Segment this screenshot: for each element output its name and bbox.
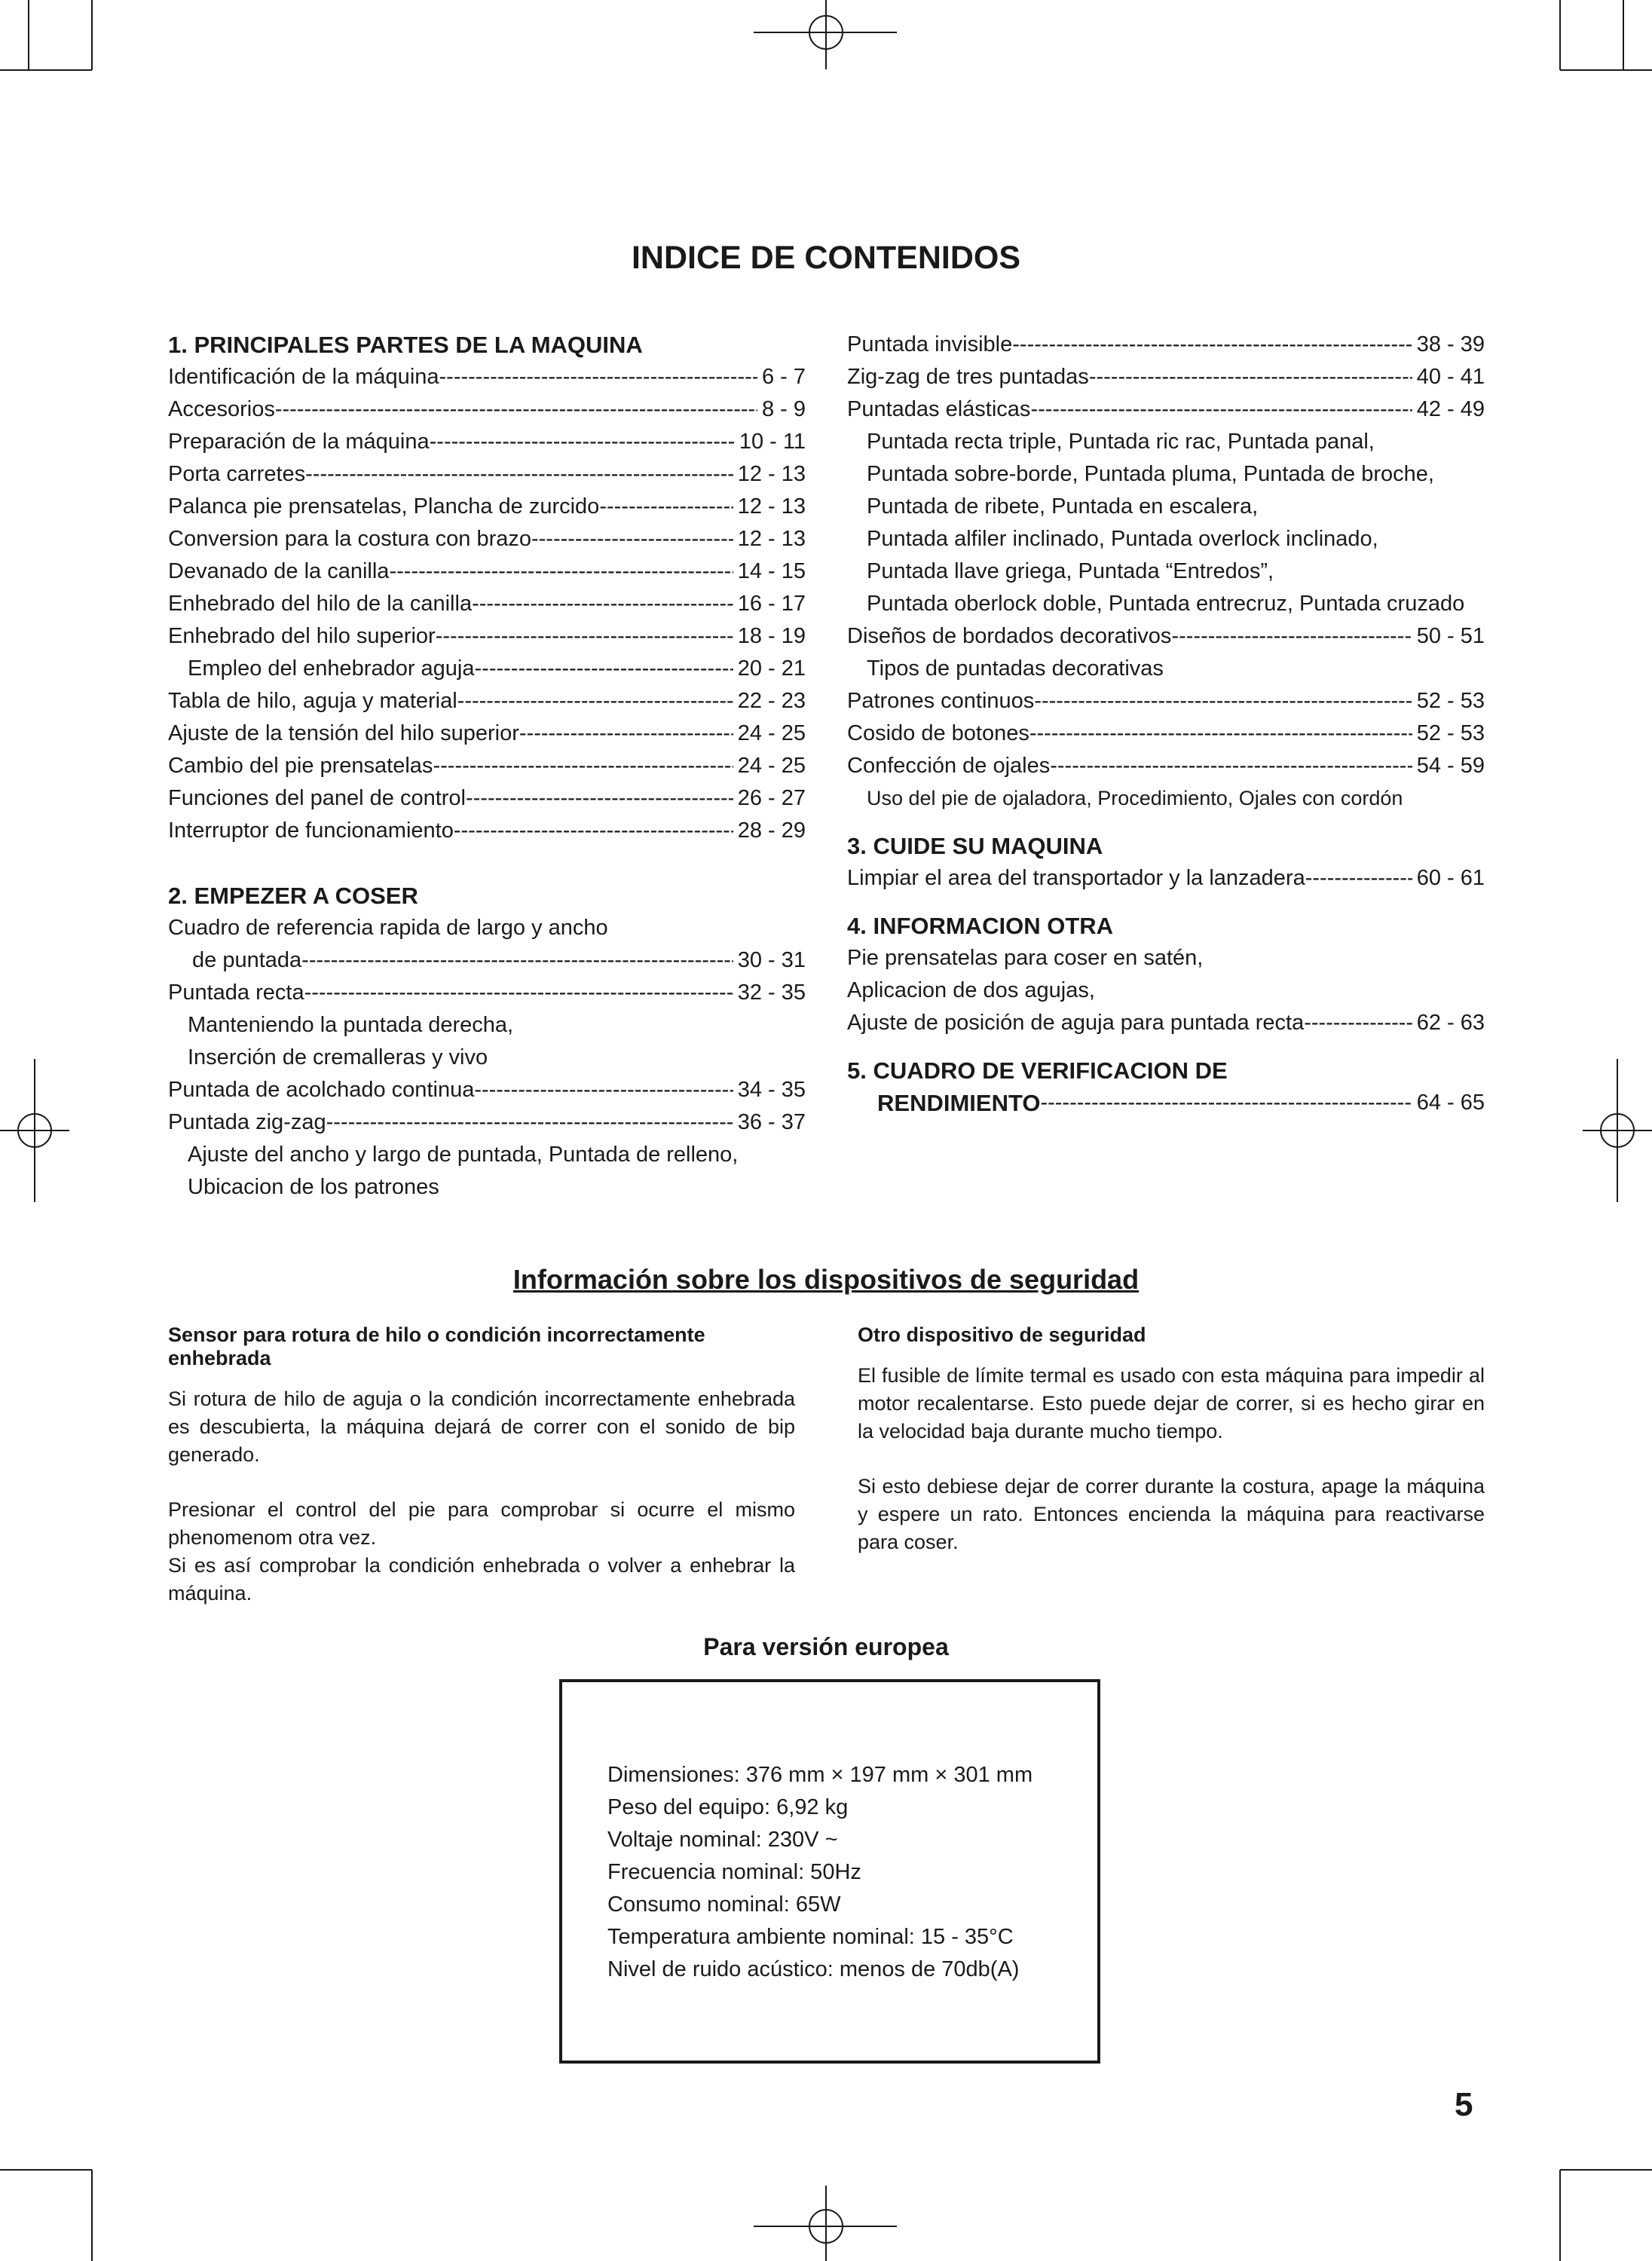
safety-right-column: [858, 1323, 1485, 1583]
toc-entry-label: Enhebrado del hilo superior: [168, 624, 436, 648]
toc-text-line: Pie prensatelas para coser en satén,: [847, 946, 1204, 970]
toc-entry-pages: 22 - 23: [737, 689, 806, 713]
toc-entry: [847, 1087, 1485, 1119]
toc-entry: [168, 555, 806, 588]
toc-leader-dashes: [275, 393, 757, 426]
toc-left-column: [168, 329, 806, 1204]
toc-leader-dashes: [1304, 1007, 1412, 1039]
spec-noise: Nivel de ruido acústico: menos de 70db(A): [607, 1957, 1020, 1981]
toc-leader-dashes: [1030, 393, 1412, 426]
toc-entry-label: Porta carretes: [168, 462, 306, 486]
toc-text-line: Puntada de ribete, Puntada en escalera,: [867, 494, 1259, 519]
toc-leader-dashes: [305, 458, 733, 491]
toc-leader-dashes: [599, 491, 733, 523]
toc-leader-dashes: [389, 555, 733, 588]
safety-left-column: [168, 1323, 795, 1635]
toc-spacer: [847, 1039, 1485, 1054]
toc-entry: [168, 426, 806, 458]
toc-text-line: Cuadro de referencia rapida de largo y ancho: [168, 916, 608, 940]
toc-entry-pages: 60 - 61: [1416, 866, 1485, 890]
toc-entry-label: Empleo del enhebrador aguja: [188, 656, 475, 681]
toc-entry-pages: 30 - 31: [737, 948, 806, 972]
toc-leader-dashes: [433, 750, 733, 782]
spec-weight: Peso del equipo: 6,92 kg: [607, 1795, 849, 1819]
toc-entry-label: Identificación de la máquina: [168, 365, 439, 389]
toc-entry-label: de puntada: [192, 948, 302, 972]
toc-entry-pages: 12 - 13: [737, 527, 806, 551]
toc-entry: [168, 491, 806, 523]
toc-text-line: Manteniendo la puntada derecha,: [188, 1013, 514, 1037]
spec-frequency: Frecuencia nominal: 50Hz: [607, 1860, 861, 1884]
toc-entry-pages: 12 - 13: [737, 462, 806, 486]
safety-left-paragraph-2: Presionar el control del pie para comprobar si ocurre el mismo phenomenom otra vez.: [168, 1498, 795, 1549]
safety-right-paragraph-1: El fusible de límite termal es usado con esta máquina para impedir al motor recalentarse. Esto puede dejar de correr, si es hecho girar en la velocidad baja durante mucho tiempo.: [858, 1364, 1485, 1443]
toc-entry: [168, 1106, 806, 1139]
european-version-title: Para versión europea: [703, 1633, 949, 1660]
toc-entry-label: Conversion para la costura con brazo: [168, 527, 531, 551]
toc-entry: [168, 782, 806, 815]
toc-entry: [168, 653, 806, 685]
toc-leader-dashes: [454, 815, 733, 847]
toc-leader-dashes: [1029, 717, 1412, 750]
toc-entry: [847, 361, 1485, 393]
toc-entry-label: Zig-zag de tres puntadas: [847, 365, 1089, 389]
toc-entry-label: Puntada recta: [168, 981, 304, 1005]
toc-entry: [168, 1074, 806, 1106]
spec-power: Consumo nominal: 65W: [607, 1892, 841, 1917]
toc-text-line: Ubicacion de los patrones: [188, 1175, 439, 1199]
toc-entry-pages: 14 - 15: [737, 559, 806, 583]
toc-leader-dashes: [472, 588, 733, 620]
toc-leader-dashes: [457, 685, 733, 717]
toc-entry-pages: 16 - 17: [737, 592, 806, 616]
toc-entry-label: Cosido de botones: [847, 721, 1029, 745]
toc-entry: [847, 862, 1485, 895]
toc-leader-dashes: [1171, 620, 1412, 653]
toc-entry: [168, 750, 806, 782]
toc-right-column: [847, 329, 1485, 1119]
safety-right-paragraph-2: Si esto debiese dejar de correr durante la costura, apage la máquina y espere un rato. Entonces encienda la máquina para reactivarse para coser.: [858, 1475, 1485, 1553]
toc-entry-pages: 12 - 13: [737, 494, 806, 519]
toc-entry-pages: 62 - 63: [1416, 1011, 1485, 1035]
toc-spacer: [847, 815, 1485, 830]
safety-left-paragraph-1: Si rotura de hilo de aguja o la condición incorrectamente enhebrada es descubierta, la máquina dejará de correr con el sonido de bip generado.: [168, 1388, 795, 1466]
toc-section-heading: 3. CUIDE SU MAQUINA: [847, 833, 1103, 859]
toc-entry-pages: 52 - 53: [1416, 689, 1485, 713]
toc-entry-pages: 24 - 25: [737, 754, 806, 778]
toc-entry-pages: 20 - 21: [737, 656, 806, 681]
toc-section-heading: 1. PRINCIPALES PARTES DE LA MAQUINA: [168, 332, 643, 358]
toc-entry-label: RENDIMIENTO: [877, 1090, 1041, 1116]
toc-entry: [168, 815, 806, 847]
toc-text-line: Tipos de puntadas decorativas: [867, 656, 1164, 681]
toc-entry-pages: 8 - 9: [761, 397, 806, 421]
safety-left-paragraph-3: Si es así comprobar la condición enhebrada o volver a enhebrar la máquina.: [168, 1554, 795, 1605]
toc-entry-label: Preparación de la máquina: [168, 430, 430, 454]
toc-entry: [847, 329, 1485, 361]
toc-entry-pages: 18 - 19: [737, 624, 806, 648]
toc-text-line: Aplicacion de dos agujas,: [847, 978, 1095, 1002]
european-specs-box: [559, 1679, 1100, 2064]
toc-entry-label: Puntadas elásticas: [847, 397, 1031, 421]
toc-text-line: Puntada oberlock doble, Puntada entrecruz, Puntada cruzado: [867, 592, 1465, 616]
toc-leader-dashes: [1089, 361, 1412, 393]
toc-entry-pages: 24 - 25: [737, 721, 806, 745]
toc-entry: [168, 588, 806, 620]
toc-entry-label: Diseños de bordados decorativos: [847, 624, 1172, 648]
toc-entry-pages: 52 - 53: [1416, 721, 1485, 745]
toc-leader-dashes: [1012, 329, 1412, 361]
toc-text-line: Puntada sobre-borde, Puntada pluma, Puntada de broche,: [867, 462, 1434, 486]
toc-entry-label: Puntada invisible: [847, 332, 1013, 356]
toc-entry-label: Tabla de hilo, aguja y material: [168, 689, 457, 713]
toc-leader-dashes: [1034, 685, 1412, 717]
toc-entry-pages: 10 - 11: [739, 430, 806, 454]
safety-title: Información sobre los dispositivos de seguridad: [512, 1264, 1140, 1295]
toc-text-line: Uso del pie de ojaladora, Procedimiento, Ojales con cordón: [867, 787, 1403, 809]
toc-leader-dashes: [436, 620, 733, 653]
toc-entry: [168, 458, 806, 491]
toc-entry-label: Cambio del pie prensatelas: [168, 754, 433, 778]
toc-entry: [847, 1007, 1485, 1039]
toc-entry: [168, 361, 806, 393]
page-number: 5: [1455, 2086, 1473, 2123]
toc-spacer: [847, 895, 1485, 910]
toc-entry-label: Confección de ojales: [847, 754, 1051, 778]
toc-section-heading: 5. CUADRO DE VERIFICACION DE: [847, 1057, 1228, 1084]
toc-entry-pages: 38 - 39: [1416, 332, 1485, 356]
toc-entry-pages: 50 - 51: [1416, 624, 1485, 648]
toc-entry: [168, 685, 806, 717]
toc-entry-label: Limpiar el area del transportador y la lanzadera: [847, 866, 1305, 890]
spec-temperature: Temperatura ambiente nominal: 15 - 35°C: [607, 1925, 1014, 1949]
toc-leader-dashes: [304, 977, 733, 1009]
toc-leader-dashes: [439, 361, 757, 393]
toc-leader-dashes: [531, 523, 733, 555]
toc-entry-pages: 34 - 35: [737, 1078, 806, 1102]
toc-entry-pages: 28 - 29: [737, 818, 806, 843]
toc-text-line: Inserción de cremalleras y vivo: [188, 1045, 488, 1069]
toc-entry-label: Interruptor de funcionamiento: [168, 818, 454, 843]
toc-entry-label: Puntada zig-zag: [168, 1110, 326, 1134]
toc-text-line: Puntada alfiler inclinado, Puntada overlock inclinado,: [867, 527, 1378, 551]
toc-entry: [847, 717, 1485, 750]
toc-entry-pages: 32 - 35: [737, 981, 806, 1005]
toc-entry-pages: 36 - 37: [737, 1110, 806, 1134]
toc-entry: [847, 393, 1485, 426]
toc-entry-pages: 64 - 65: [1416, 1091, 1485, 1115]
toc-entry-label: Funciones del panel de control: [168, 786, 466, 810]
toc-entry-label: Devanado de la canilla: [168, 559, 390, 583]
safety-right-heading: Otro dispositivo de seguridad: [858, 1323, 1146, 1346]
toc-leader-dashes: [466, 782, 733, 815]
toc-leader-dashes: [326, 1106, 733, 1139]
toc-spacer: [168, 847, 806, 880]
toc-text-line: Ajuste del ancho y largo de puntada, Puntada de relleno,: [188, 1143, 739, 1167]
toc-text-line: Puntada llave griega, Puntada “Entredos”,: [867, 559, 1274, 583]
toc-entry-pages: 40 - 41: [1416, 365, 1485, 389]
toc-entry-label: Palanca pie prensatelas, Plancha de zurcido: [168, 494, 600, 519]
toc-leader-dashes: [1305, 862, 1412, 895]
toc-section-heading: 2. EMPEZER A COSER: [168, 883, 418, 909]
toc-entry: [847, 750, 1485, 782]
toc-entry-pages: 6 - 7: [761, 365, 806, 389]
toc-entry: [847, 685, 1485, 717]
toc-text-line: Puntada recta triple, Puntada ric rac, Puntada panal,: [867, 430, 1375, 454]
toc-entry: [168, 523, 806, 555]
toc-entry-label: Puntada de acolchado continua: [168, 1078, 475, 1102]
spec-dimensions: Dimensiones: 376 mm × 197 mm × 301 mm: [607, 1763, 1033, 1787]
toc-entry-label: Ajuste de la tensión del hilo superior: [168, 721, 519, 745]
toc-entry: [168, 620, 806, 653]
toc-entry-label: Accesorios: [168, 397, 275, 421]
toc-entry-pages: 42 - 49: [1416, 397, 1485, 421]
spec-voltage: Voltaje nominal: 230V ~: [607, 1828, 838, 1852]
toc-entry: [168, 944, 806, 977]
toc-entry: [847, 620, 1485, 653]
toc-entry-label: Enhebrado del hilo de la canilla: [168, 592, 473, 616]
toc-leader-dashes: [1040, 1087, 1412, 1119]
toc-leader-dashes: [519, 717, 733, 750]
toc-leader-dashes: [474, 1074, 733, 1106]
toc-entry-pages: 26 - 27: [737, 786, 806, 810]
toc-entry: [168, 393, 806, 426]
toc-entry: [168, 717, 806, 750]
toc-section-heading: 4. INFORMACION OTRA: [847, 913, 1114, 939]
toc-entry: [168, 977, 806, 1009]
toc-leader-dashes: [301, 944, 733, 977]
toc-entry-label: Patrones continuos: [847, 689, 1035, 713]
toc-leader-dashes: [1050, 750, 1412, 782]
safety-left-heading: Sensor para rotura de hilo o condición incorrectamente enhebrada: [168, 1323, 705, 1369]
toc-leader-dashes: [430, 426, 735, 458]
toc-leader-dashes: [475, 653, 733, 685]
toc-entry-label: Ajuste de posición de aguja para puntada recta: [847, 1011, 1305, 1035]
page-title: INDICE DE CONTENIDOS: [631, 240, 1021, 276]
toc-entry-pages: 54 - 59: [1416, 754, 1485, 778]
